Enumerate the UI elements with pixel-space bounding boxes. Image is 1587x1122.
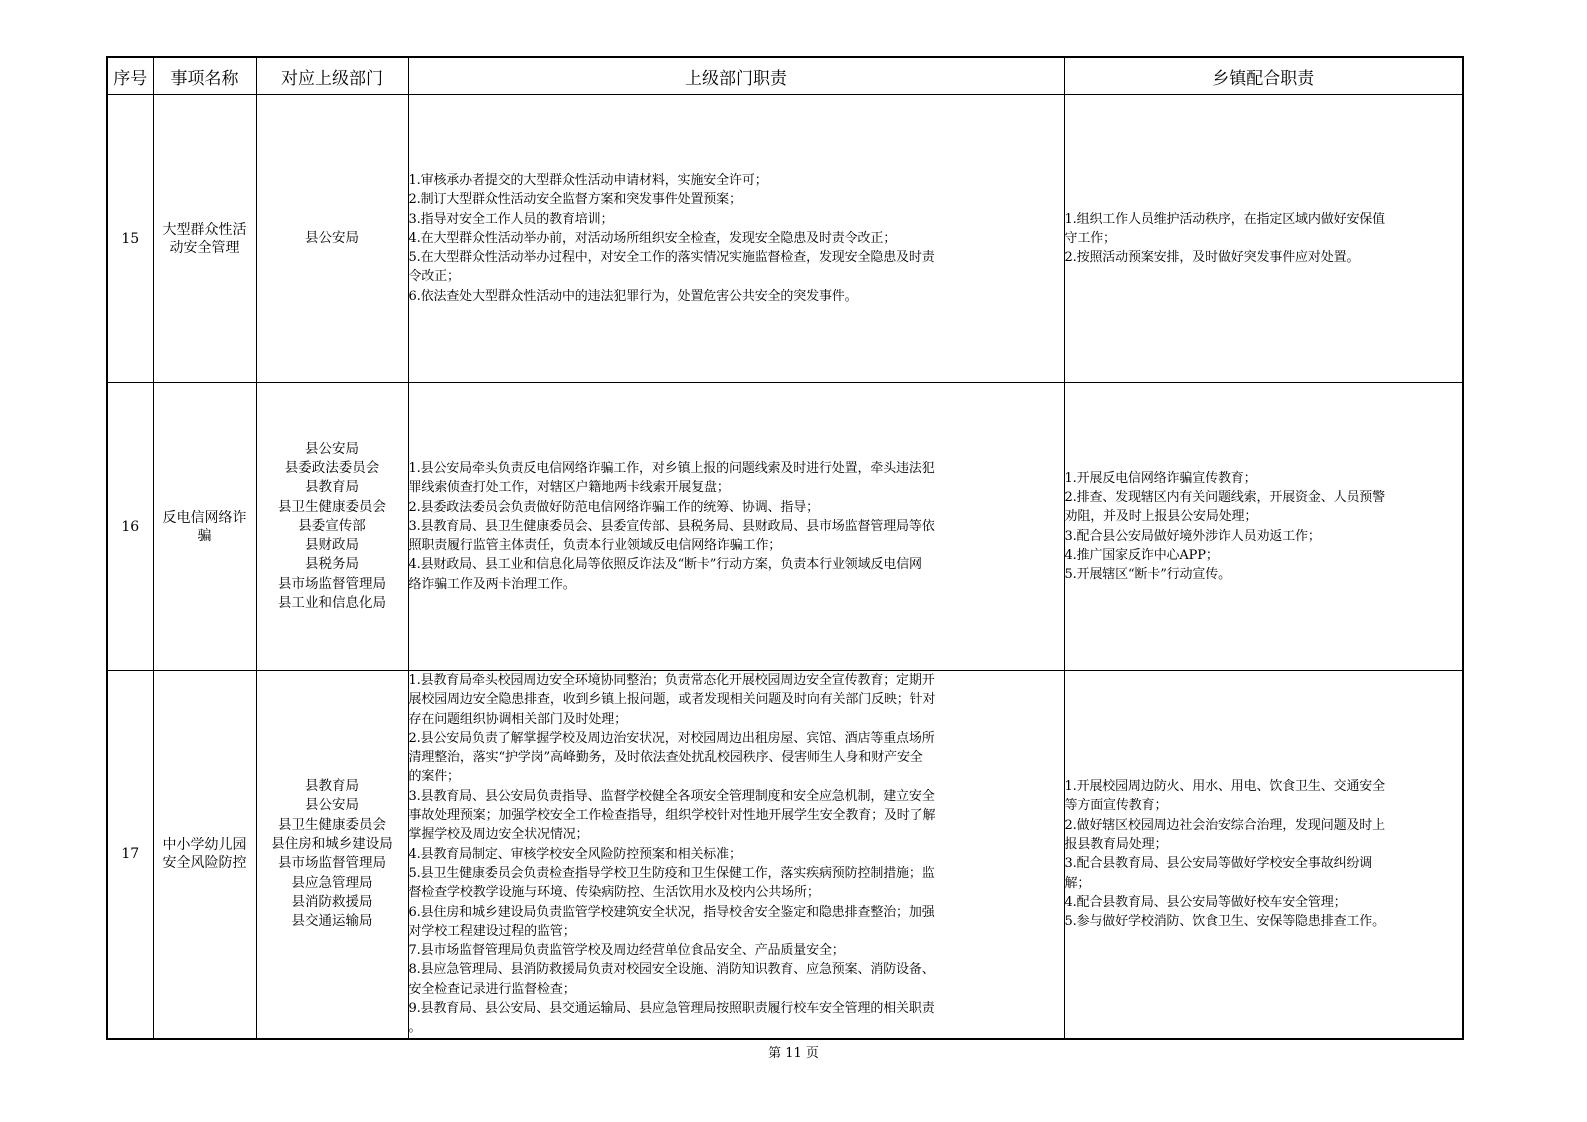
table-row xyxy=(107,671,1463,1039)
town-duty-line: 3.配合县教育局、县公安局等做好学校安全事故纠纷调 xyxy=(1064,856,1373,872)
town-duty-line: 4.推广国家反诈中心APP； xyxy=(1064,547,1219,563)
row-number: 16 xyxy=(107,383,153,671)
upper-dept: 县委政法委员会 xyxy=(284,459,380,476)
row-number: 17 xyxy=(107,671,153,1039)
upper-dept: 县工业和信息化局 xyxy=(278,595,386,612)
upper-duty-line: 2.县委政法委员会负责做好防范电信网络诈骗工作的统筹、协调、指导； xyxy=(408,499,819,515)
upper-duty-line: 罪线索侦查打处工作，对辖区户籍地两卡线索开展复盘； xyxy=(408,480,730,496)
upper-dept: 县公安局 xyxy=(305,229,359,246)
item-name-line: 大型群众性活 xyxy=(162,221,247,238)
table-row xyxy=(107,95,1463,383)
upper-duty-line: 6.依法查处大型群众性活动中的违法犯罪行为，处置危害公共安全的突发事件。 xyxy=(408,288,858,304)
upper-duty-line: 督检查学校教学设施与环境、传染病防控、生活饮用水及校内公共场所； xyxy=(408,885,820,901)
upper-dept: 县市场监督管理局 xyxy=(278,575,386,592)
upper-duty-line: 络诈骗工作及两卡治理工作。 xyxy=(408,576,576,592)
upper-dept-list xyxy=(256,383,408,671)
header-item-name: 事项名称 xyxy=(153,57,256,95)
upper-duty-line: 1.县公安局牵头负责反电信网络诈骗工作，对乡镇上报的问题线索及时进行处置，牵头违法犯 xyxy=(408,460,935,476)
upper-duty-line: 事故处理预案；加强学校安全工作检查指导，组织学校针对性地开展学生安全教育；及时了解 xyxy=(408,808,936,824)
upper-dept: 县交通运输局 xyxy=(291,913,373,930)
upper-dept: 县税务局 xyxy=(305,556,359,573)
upper-duty xyxy=(408,383,1064,671)
upper-duty-line: 1.审核承办者提交的大型群众性活动申请材料，实施安全许可； xyxy=(408,172,768,188)
upper-dept-list xyxy=(256,671,408,1039)
item-name xyxy=(153,383,256,671)
town-duty-line: 2.排查、发现辖区内有关问题线索，开展资金、人员预警 xyxy=(1064,489,1386,505)
upper-duty-line: 2.县公安局负责了解掌握学校及周边治安状况，对校园周边出租房屋、宾馆、酒店等重点场所 xyxy=(408,730,935,746)
header-row xyxy=(107,57,1463,95)
upper-duty-line: 安全检查记录进行监督检查； xyxy=(408,981,576,997)
upper-dept: 县教育局 xyxy=(305,778,359,795)
header-seq: 序号 xyxy=(107,57,153,95)
item-name-line: 动安全管理 xyxy=(169,239,240,256)
upper-dept: 县教育局 xyxy=(305,479,359,496)
town-duty xyxy=(1064,671,1463,1039)
upper-duty xyxy=(408,95,1064,383)
upper-dept: 县公安局 xyxy=(305,440,359,457)
upper-duty-line: 6.县住房和城乡建设局负责监管学校建筑安全状况，指导校舍安全鉴定和隐患排查整治；加强 xyxy=(408,904,935,920)
upper-duty xyxy=(408,671,1064,1039)
upper-duty-line: 5.县卫生健康委员会负责检查指导学校卫生防疫和卫生保健工作，落实疾病预防控制措施；监 xyxy=(408,865,935,881)
header-town-duty: 乡镇配合职责 xyxy=(1064,57,1463,95)
upper-duty-line: 4.在大型群众性活动举办前，对活动场所组织安全检查，发现安全隐患及时责令改正； xyxy=(408,230,897,246)
upper-dept: 县住房和城乡建设局 xyxy=(271,836,393,853)
upper-dept: 县应急管理局 xyxy=(291,874,373,891)
upper-dept: 县卫生健康委员会 xyxy=(278,498,386,515)
upper-duty-line: 对学校工程建设过程的监管； xyxy=(408,923,576,939)
header-upper-duty: 上级部门职责 xyxy=(408,57,1064,95)
item-name-line: 骗 xyxy=(197,527,212,544)
upper-duty-line: 8.县应急管理局、县消防救援局负责对校园安全设施、消防知识教育、应急预案、消防设备、 xyxy=(408,962,935,978)
item-name-line: 中小学幼儿园 xyxy=(162,837,247,854)
upper-duty-line: 令改正； xyxy=(408,269,460,285)
upper-dept: 县公安局 xyxy=(305,797,359,814)
upper-dept: 县委宣传部 xyxy=(298,517,366,534)
duty-table xyxy=(106,56,1464,1040)
item-name xyxy=(153,95,256,383)
upper-duty-line: 3.县教育局、县公安局负责指导、监督学校健全各项安全管理制度和安全应急机制，建立安全 xyxy=(408,788,935,804)
town-duty-line: 1.开展反电信网络诈骗宣传教育； xyxy=(1064,470,1257,486)
upper-duty-line: 存在问题组织协调相关部门及时处理； xyxy=(408,711,627,727)
town-duty-line: 5.开展辖区“断卡”行动宣传。 xyxy=(1064,567,1231,583)
upper-duty-line: 3.指导对安全工作人员的教育培训； xyxy=(408,211,614,227)
town-duty-line: 守工作； xyxy=(1064,230,1116,246)
page-number: 第 11 页 xyxy=(768,1046,819,1061)
town-duty-line: 劝阻，并及时上报县公安局处理； xyxy=(1064,509,1258,525)
town-duty xyxy=(1064,95,1463,383)
table-row xyxy=(107,383,1463,671)
upper-duty-line: 5.在大型群众性活动举办过程中，对安全工作的落实情况实施监督检查，发现安全隐患及时责 xyxy=(408,250,935,266)
upper-dept: 县市场监督管理局 xyxy=(278,855,386,872)
upper-duty-line: 清理整治，落实“护学岗”高峰勤务，及时依法查处扰乱校园秩序、侵害师生人身和财产安全 xyxy=(408,750,923,766)
upper-duty-line: 。 xyxy=(408,1020,422,1036)
town-duty xyxy=(1064,383,1463,671)
item-name xyxy=(153,671,256,1039)
upper-dept: 县财政局 xyxy=(305,537,359,554)
town-duty-line: 解； xyxy=(1064,875,1091,891)
upper-duty-line: 4.县财政局、县工业和信息化局等依照反诈法及“断卡”行动方案，负责本行业领域反电信网 xyxy=(408,557,922,573)
upper-duty-line: 的案件； xyxy=(408,769,460,785)
item-name-line: 反电信网络诈 xyxy=(162,509,247,526)
town-duty-line: 1.组织工作人员维护活动秩序，在指定区域内做好安保值 xyxy=(1064,211,1386,227)
town-duty-line: 3.配合县公安局做好境外涉诈人员劝返工作； xyxy=(1064,528,1321,544)
town-duty-line: 报县教育局处理； xyxy=(1064,837,1168,853)
town-duty-line: 1.开展校园周边防火、用水、用电、饮食卫生、交通安全 xyxy=(1064,779,1386,795)
town-duty-line: 2.做好辖区校园周边社会治安综合治理，发现问题及时上 xyxy=(1064,817,1386,833)
town-duty-line: 等方面宣传教育； xyxy=(1064,798,1168,814)
upper-duty-line: 4.县教育局制定、审核学校安全风险防控预案和相关标准； xyxy=(408,846,742,862)
upper-duty-line: 1.县教育局牵头校园周边安全环境协同整治；负责常态化开展校园周边安全宣传教育；定期开 xyxy=(408,673,935,688)
town-duty-line: 2.按照活动预案安排，及时做好突发事件应对处置。 xyxy=(1064,250,1360,266)
item-name-line: 安全风险防控 xyxy=(162,855,247,872)
header-upper-dept: 对应上级部门 xyxy=(256,57,408,95)
town-duty-line: 5.参与做好学校消防、饮食卫生、安保等隐患排查工作。 xyxy=(1064,914,1386,930)
upper-dept-list xyxy=(256,95,408,383)
upper-duty-line: 9.县教育局、县公安局、县交通运输局、县应急管理局按照职责履行校车安全管理的相关职责 xyxy=(408,1001,935,1017)
town-duty-line: 4.配合县教育局、县公安局等做好校车安全管理； xyxy=(1064,894,1347,910)
upper-duty-line: 2.制订大型群众性活动安全监督方案和突发事件处置预案； xyxy=(408,192,742,208)
row-number: 15 xyxy=(107,95,153,383)
upper-duty-line: 展校园周边安全隐患排查，收到乡镇上报问题，或者发现相关问题及时向有关部门反映；针对 xyxy=(408,692,936,708)
upper-duty-line: 3.县教育局、县卫生健康委员会、县委宣传部、县税务局、县财政局、县市场监督管理局等依 xyxy=(408,518,935,534)
upper-dept: 县卫生健康委员会 xyxy=(278,816,386,833)
upper-duty-line: 7.县市场监督管理局负责监管学校及周边经营单位食品安全、产品质量安全； xyxy=(408,943,845,959)
upper-duty-line: 照职责履行监管主体责任，负责本行业领域反电信网络诈骗工作； xyxy=(408,538,782,554)
upper-dept: 县消防救援局 xyxy=(291,893,373,910)
upper-duty-line: 掌握学校及周边安全状况情况； xyxy=(408,827,589,843)
